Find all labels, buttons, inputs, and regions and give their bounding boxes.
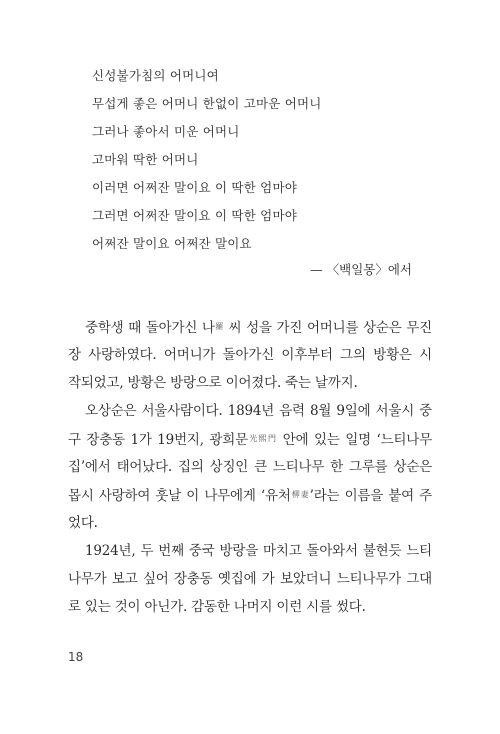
paragraph-1-line: 장 사랑하였다. 어머니가 돌아가신 이후부터 그의 방황은 시 bbox=[68, 347, 432, 363]
paragraph-1-line: 작되었고, 방황은 방랑으로 이어졌다. 죽는 날까지. bbox=[68, 375, 358, 391]
poem-line: 그러나 좋아서 미운 어머니 bbox=[92, 124, 240, 139]
paragraph-2-line: 오상순은 서울사람이다. 1894년 음력 8월 9일에 서울시 중 bbox=[85, 403, 432, 419]
paragraph-2-line bbox=[68, 486, 432, 505]
text-segment: 안에 있는 일명 ‘느티나무 bbox=[277, 432, 432, 448]
paragraph-2-line: 집’에서 태어났다. 집의 상징인 큰 느티나무 한 그루를 상순은 bbox=[68, 459, 432, 475]
poem-line: 이러면 어쩌잔 말이요 이 딱한 엄마야 bbox=[92, 180, 297, 195]
poem-line: 고마워 딱한 어머니 bbox=[92, 152, 199, 167]
hanja-annotation: 光熙門 bbox=[247, 434, 278, 443]
text-segment: 몹시 사랑하여 훗날 이 나무에게 ‘유처 bbox=[68, 488, 291, 504]
poem-attribution: — 〈백일몽〉에서 bbox=[310, 262, 412, 277]
poem-line: 신성불가침의 어머니여 bbox=[92, 68, 219, 83]
text-segment: 구 장충동 1가 19번지, 광희문 bbox=[68, 432, 248, 448]
text-segment: 중학생 때 돌아가신 나 bbox=[85, 320, 215, 336]
hanja-annotation: 柳妻 bbox=[290, 490, 310, 499]
paragraph-1-line bbox=[85, 318, 432, 337]
page-number: 18 bbox=[68, 650, 84, 664]
poem-line: 무섭게 좋은 어머니 한없이 고마운 어머니 bbox=[92, 96, 322, 111]
poem-line: 어쩌잔 말이요 어쩌잔 말이요 bbox=[92, 236, 252, 251]
paragraph-2-line: 었다. bbox=[68, 515, 98, 531]
paragraph-2-line bbox=[68, 430, 432, 449]
text-segment: ’라는 이름을 붙여 주 bbox=[309, 488, 433, 504]
hanja-annotation: 羅 bbox=[214, 322, 224, 331]
paragraph-3-line: 로 있는 것이 아닌가. 감동한 나머지 이런 시를 썼다. bbox=[68, 599, 366, 615]
text-segment: 씨 성을 가진 어머니를 상순은 무진 bbox=[223, 320, 432, 336]
paragraph-3-line: 1924년, 두 번째 중국 방랑을 마치고 돌아와서 불현듯 느티 bbox=[85, 543, 432, 559]
poem-line: 그러면 어쩌잔 말이요 이 딱한 엄마야 bbox=[92, 208, 297, 223]
paragraph-3-line: 나무가 보고 싶어 장충동 옛집에 가 보았더니 느티나무가 그대 bbox=[68, 571, 432, 587]
